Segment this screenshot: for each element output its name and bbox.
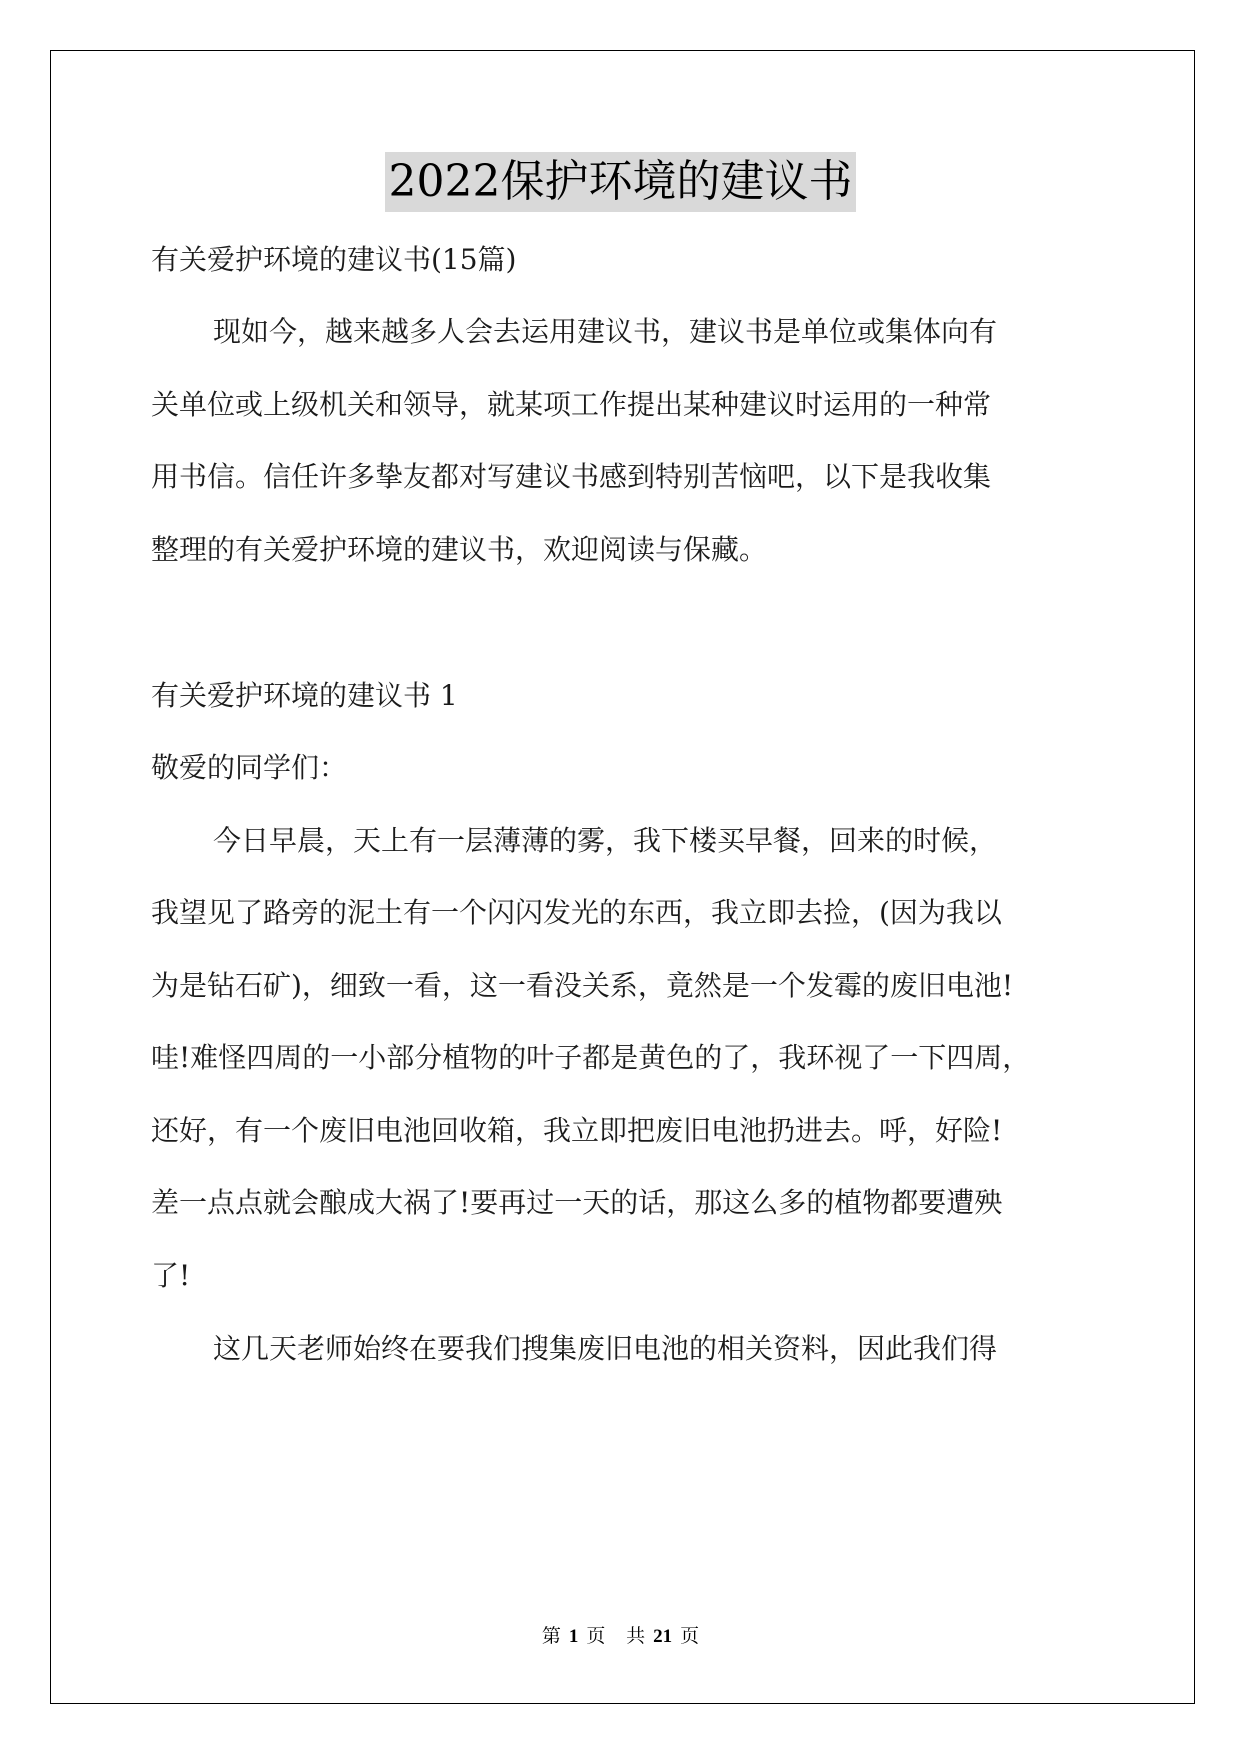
intro-line: 关单位或上级机关和领导，就某项工作提出某种建议时运用的一种常 <box>151 388 992 421</box>
body-line: 了! <box>151 1259 191 1292</box>
page-prefix: 第 <box>541 1626 561 1647</box>
section-title: 有关爱护环境的建议书 1 <box>151 679 458 712</box>
body-line: 今日早晨，天上有一层薄薄的雾，我下楼买早餐，回来的时候， <box>213 824 998 857</box>
page-border <box>50 50 1195 1704</box>
page-footer <box>0 1621 1241 1648</box>
total-prefix: 共 <box>626 1626 646 1647</box>
current-page-number: 1 <box>568 1626 579 1647</box>
greeting: 敬爱的同学们： <box>151 751 348 784</box>
total-page-number: 21 <box>653 1626 673 1647</box>
page-suffix: 页 <box>586 1626 606 1647</box>
subtitle: 有关爱护环境的建议书(15篇) <box>151 243 517 276</box>
intro-line: 整理的有关爱护环境的建议书，欢迎阅读与保藏。 <box>151 533 768 566</box>
document-title: 2022保护环境的建议书 <box>385 152 857 212</box>
body-line: 差一点点就会酿成大祸了!要再过一天的话，那这么多的植物都要遭殃 <box>151 1186 1003 1219</box>
body-line: 还好，有一个废旧电池回收箱，我立即把废旧电池扔进去。呼，好险! <box>151 1114 1003 1147</box>
page-indicator <box>538 1626 610 1647</box>
body-line: 哇!难怪四周的一小部分植物的叶子都是黄色的了，我环视了一下四周， <box>151 1041 1031 1074</box>
total-pages-indicator <box>622 1626 703 1647</box>
intro-line: 现如今，越来越多人会去运用建议书，建议书是单位或集体向有 <box>213 315 998 348</box>
body-line: 为是钻石矿)，细致一看，这一看没关系，竟然是一个发霉的废旧电池! <box>151 969 1014 1002</box>
body-line: 这几天老师始终在要我们搜集废旧电池的相关资料，因此我们得 <box>213 1332 998 1365</box>
title-container <box>0 152 1241 212</box>
body-line: 我望见了路旁的泥土有一个闪闪发光的东西，我立即去捡，(因为我以 <box>151 896 1002 929</box>
intro-line: 用书信。信任许多挚友都对写建议书感到特别苦恼吧，以下是我收集 <box>151 460 992 493</box>
total-suffix: 页 <box>680 1626 700 1647</box>
